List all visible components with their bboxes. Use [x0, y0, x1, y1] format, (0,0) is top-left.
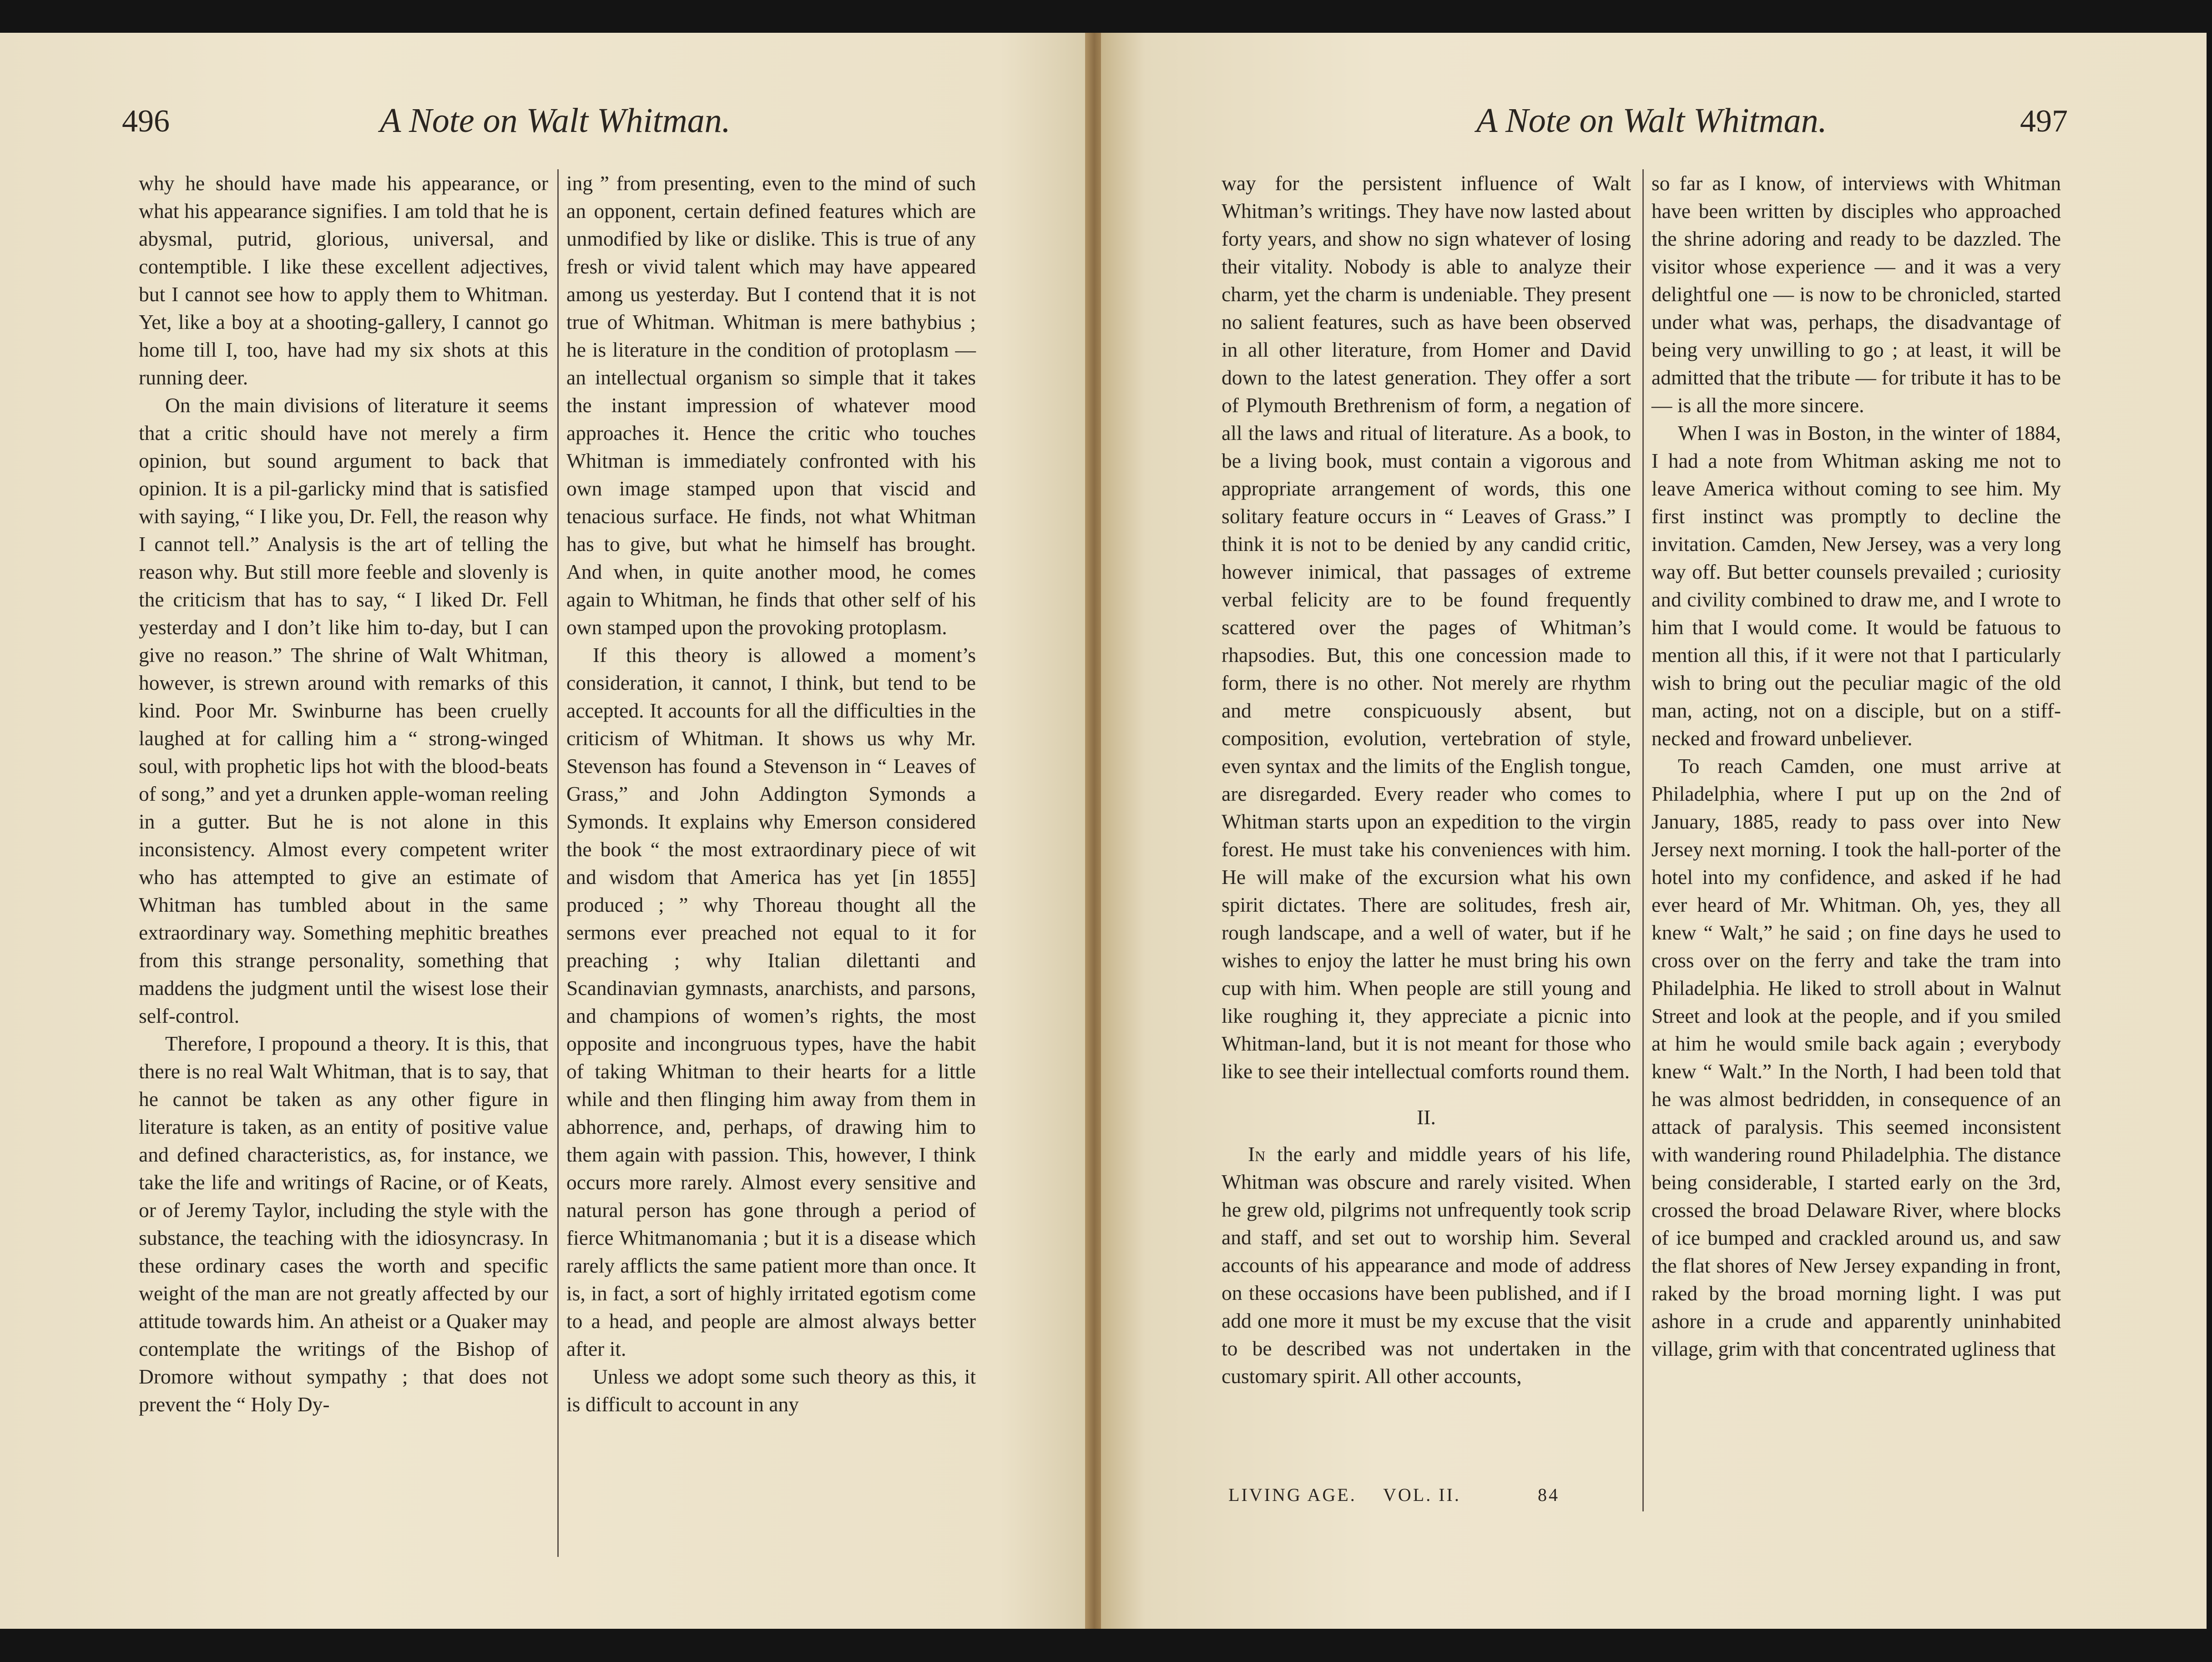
paragraph: If this theory is allowed a moment’s consideration, it cannot, I think, but tend to be accepted. It accounts for all the difficulties in the criticism of Whitman. It shows us why Mr. Stevenson has found a Stevenson in “ Leaves of Grass,” and John Addington Symonds a Symonds. It explains why Emerson considered the book “ the most extraordinary piece of wit and wisdom that America has yet [in 1855] produced ; ” why Thoreau thought all the sermons ever preached not equal to it for preaching ; why Italian dilettanti and Scandinavian gymnasts, anarchists, and parsons, and champions of women’s rights, the most opposite and incongruous types, have the habit of taking Whitman to their hearts for a little while and then flinging him away from them in abhorrence, and, perhaps, of drawing him to them again with passion. This, however, I think occurs more rarely. Almost every sensitive and natural person has gone through a period of fierce Whitmanomania ; but it is a disease which rarely afflicts the same patient more than once. It is, in fact, a sort of highly irritated egotism come to a head, and people are almost always better after it.	[566, 643, 976, 1360]
left-page	[0, 33, 1087, 1629]
book-spine	[1085, 33, 1103, 1629]
column-rule-left	[557, 169, 559, 1557]
running-title-right: A Note on Walt Whitman.	[1476, 101, 1827, 140]
column-rule-right	[1642, 169, 1644, 1511]
paragraph-text: the early and middle years of his life, Whitman was obscure and rarely visited. When he grew old, pilgrims not unfrequently took scrip and staff, and set out to worship him. Several accounts of his appearance and mode of address on these occasions have been published, and if I add one more it must be my excuse that the visit to be described was not undertaken in the customary spirit. All other accounts,	[1222, 1142, 1631, 1388]
paragraph: Unless we adopt some such theory as this, it is difficult to account in any	[566, 1365, 976, 1416]
paragraph: ing ” from presenting, even to the mind of such an opponent, certain defined features which are unmodified by like or dislike. This is true of any fresh or vivid talent which may have appeared among us yesterday. But I contend that it is not true of Whitman. Whitman is mere bathybius ; he is literature in the condition of protoplasm — an intellectual organism so simple that it takes the instant impression of whatever mood approaches it. Hence the critic who touches Whitman is immediately confronted with his own image stamped upon that viscid and tenacious surface. He finds, not what Whitman has to give, but what he himself has brought. And when, in quite another mood, he comes again to Whitman, he finds that other self of his own stamped upon the provoking protoplasm.	[566, 172, 976, 639]
running-title-left: A Note on Walt Whitman.	[380, 101, 731, 140]
left-column-2	[566, 169, 976, 1418]
section-numeral: II.	[1417, 1106, 1436, 1129]
paragraph: way for the persistent influence of Walt Whitman’s writings. They have now lasted about forty years, and show no sign whatever of losing their vitality. Nobody is able to analyze their charm, yet the charm is undeniable. They present no salient features, such as have been observed in all other literature, from Homer and David down to the latest generation. They offer a sort of Plymouth Brethrenism of form, a negation of all the laws and ritual of literature. As a book, to be a living book, must contain a vigorous and appropriate arrangement of words, this one solitary feature occurs in “ Leaves of Grass.” I think it is not to be denied by any candid critic, however inimical, that passages of extreme verbal felicity are to be found frequently scattered over the pages of Whitman’s rhapsodies. But, this one concession made to form, there is no other. Not merely are rhythm and metre conspicuously absent, but composition, evolution, vertebration of style, even syntax and the limits of the English tongue, are disregarded. Every reader who comes to Whitman starts upon an expedition to the virgin forest. He must take his conveniences with him. He will make of the excursion what his own spirit dictates. There are solitudes, fresh air, rough landscape, and a well of water, but if he wishes to enjoy the latter he must bring his own cup with him. When people are still young and like roughing it, they appreciate a picnic into Whitman-land, but it is not meant for those who like to see their intellectual comforts round them.	[1222, 172, 1631, 1083]
right-column-2	[1651, 169, 2061, 1363]
page-number-left: 496	[122, 104, 170, 139]
footer-signature: 84	[1538, 1485, 1560, 1505]
footer-volume: VOL. II.	[1383, 1485, 1461, 1505]
right-page	[1101, 33, 2207, 1629]
paragraph: Therefore, I propound a theory. It is this, that there is no real Walt Whitman, that is to say, that he cannot be taken as any other figure in literature is taken, as an entity of positive value and defined characteristics, as, for instance, we take the life and writings of Racine, or of Keats, or of Jeremy Taylor, including the style with the substance, the teaching with the idiosyncrasy. In these ordinary cases the worth and specific weight of the man are not greatly affected by our attitude towards him. An atheist or a Quaker may contemplate the writings of the Bishop of Dromore without sympathy ; that does not prevent the “ Holy Dy-	[139, 1032, 548, 1416]
paragraph: To reach Camden, one must arrive at Philadelphia, where I put up on the 2nd of January, 1885, ready to pass over into New Jersey next morning. I took the hall-porter of the hotel into my confidence, and asked if he had ever heard of Mr. Whitman. Oh, yes, they all knew “ Walt,” he said ; on fine days he used to cross over on the ferry and take the tram into Philadelphia. He liked to stroll about in Walnut Street and look at the people, and if you smiled at him he would smile back again ; everybody knew “ Walt.” In the North, I had been told that he was almost bedridden, in consequence of an attack of paralysis. This seemed inconsistent with wandering round Philadelphia. The distance being considerable, I started early on the 3rd, crossed the broad Delaware River, where blocks of ice bumped and crackled around us, and saw the flat shores of New Jersey expanding in front, raked by the broad morning light. I was put ashore in a crude and apparently uninhabited village, grim with that concentrated ugliness that	[1651, 754, 2061, 1360]
paragraph	[1222, 1140, 1631, 1390]
left-column-1	[139, 169, 548, 1418]
paragraph: why he should have made his appearance, or what his appearance signifies. I am told that he is abysmal, putrid, glorious, universal, and contemptible. I like these excellent adjectives, but I cannot see how to apply them to Whitman. Yet, like a boy at a shooting-gallery, I cannot go home till I, too, have had my six shots at this running deer.	[139, 172, 548, 389]
paragraph: When I was in Boston, in the winter of 1884, I had a note from Whitman asking me not to leave America without coming to see him. My first instinct was promptly to decline the invitation. Camden, New Jersey, was a very long way off. But better counsels prevailed ; curiosity and civility combined to draw me, and I wrote to him that I would come. It would be fatuous to mention all this, if it were not that I particularly wish to bring out the peculiar magic of the old man, acting, not on a disciple, but on a stiff-necked and froward unbeliever.	[1651, 421, 2061, 750]
right-column-1	[1222, 169, 1631, 1390]
paragraph: so far as I know, of interviews with Whitman have been written by disciples who approached the shrine adoring and ready to be dazzled. The visitor whose experience — and it was a very delightful one — is now to be chronicled, started under what was, perhaps, the disadvantage of being very unwilling to go ; at least, it will be admitted that the tribute — for tribute it has to be — is all the more sincere.	[1651, 172, 2061, 417]
footer-journal: LIVING AGE.	[1228, 1485, 1357, 1505]
page-number-right: 497	[2020, 104, 2068, 139]
section-initial: In	[1248, 1142, 1266, 1166]
paragraph: On the main divisions of literature it seems that a critic should have not merely a firm opinion, but sound argument to back that opinion. It is a pil-garlicky mind that is satisfied with saying, “ I like you, Dr. Fell, the reason why I cannot tell.” Analysis is the art of telling the reason why. But still more feeble and slovenly is the criticism that has to say, “ I liked Dr. Fell yesterday and I don’t like him to-day, but I can give no reason.” The shrine of Walt Whitman, however, is strewn around with remarks of this kind. Poor Mr. Swinburne has been cruelly laughed at for calling him a “ strong-winged soul, with prophetic lips hot with the blood-beats of song,” and yet a drunken apple-woman reeling in a gutter. But he is not alone in this inconsistency. Almost every competent writer who has attempted to give an estimate of Whitman has tumbled about in the same extraordinary way. Something mephitic breathes from this strange personality, something that maddens the judgment until the wisest lose their self-control.	[139, 394, 548, 1027]
